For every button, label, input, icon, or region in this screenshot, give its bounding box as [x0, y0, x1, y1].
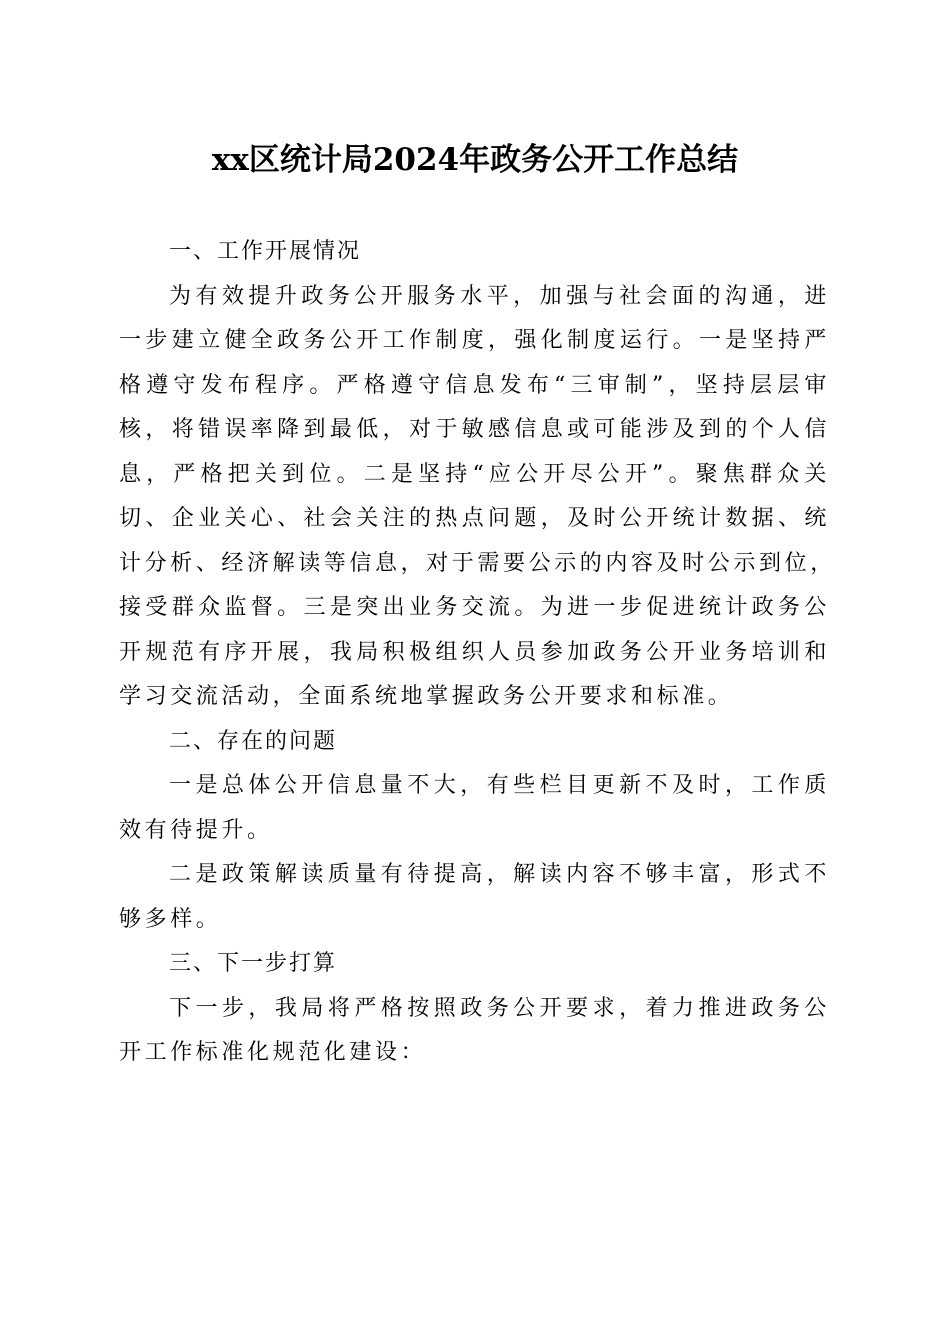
- paragraph-line: 开工作标准化规范化建设：: [119, 1040, 427, 1065]
- paragraph-line: 为有效提升政务公开服务水平，加强与社会面的沟通，进: [169, 283, 830, 309]
- section-existing-problems: [119, 720, 830, 943]
- paragraph-line: 一步建立健全政务公开工作制度，强化制度运行。一是坚持严: [119, 328, 830, 353]
- paragraph: [119, 764, 830, 853]
- paragraph-line: 二是政策解读质量有待提高，解读内容不够丰富，形式不: [169, 862, 830, 887]
- paragraph-line: 下一步，我局将严格按照政务公开要求，着力推进政务公: [169, 995, 830, 1021]
- document-body: [119, 230, 836, 1076]
- paragraph-line: 计分析、经济解读等信息，对于需要公示的内容及时公示到位，: [119, 550, 836, 576]
- paragraph-line: 格遵守发布程序。严格遵守信息发布“三审制”，坚持层层审: [119, 372, 830, 398]
- document-title: xx区统计局2024年政务公开工作总结: [211, 142, 739, 178]
- section-next-steps: [119, 942, 830, 1076]
- section-heading: 三、下一步打算: [169, 951, 338, 976]
- section-heading: 二、存在的问题: [169, 728, 338, 754]
- paragraph-line: 学习交流活动，全面系统地掌握政务公开要求和标准。: [119, 684, 734, 709]
- paragraph-line: 一是总体公开信息量不大，有些栏目更新不及时，工作质: [169, 773, 830, 798]
- section-heading: 一、工作开展情况: [169, 239, 362, 264]
- paragraph-line: 够多样。: [119, 906, 222, 932]
- paragraph: [119, 987, 830, 1076]
- paragraph: [119, 853, 830, 942]
- paragraph-line: 核，将错误率降到最低，对于敏感信息或可能涉及到的个人信: [119, 417, 830, 442]
- paragraph-line: 接受群众监督。三是突出业务交流。为进一步促进统计政务公: [119, 595, 830, 620]
- paragraph: [119, 275, 836, 720]
- section-work-progress: [119, 230, 836, 720]
- paragraph-line: 息，严格把关到位。二是坚持“应公开尽公开”。聚焦群众关: [119, 461, 830, 487]
- paragraph-line: 切、企业关心、社会关注的热点问题，及时公开统计数据、统: [119, 506, 830, 531]
- paragraph-line: 效有待提升。: [119, 817, 273, 843]
- paragraph-line: 开规范有序开展，我局积极组织人员参加政务公开业务培训和: [119, 639, 830, 665]
